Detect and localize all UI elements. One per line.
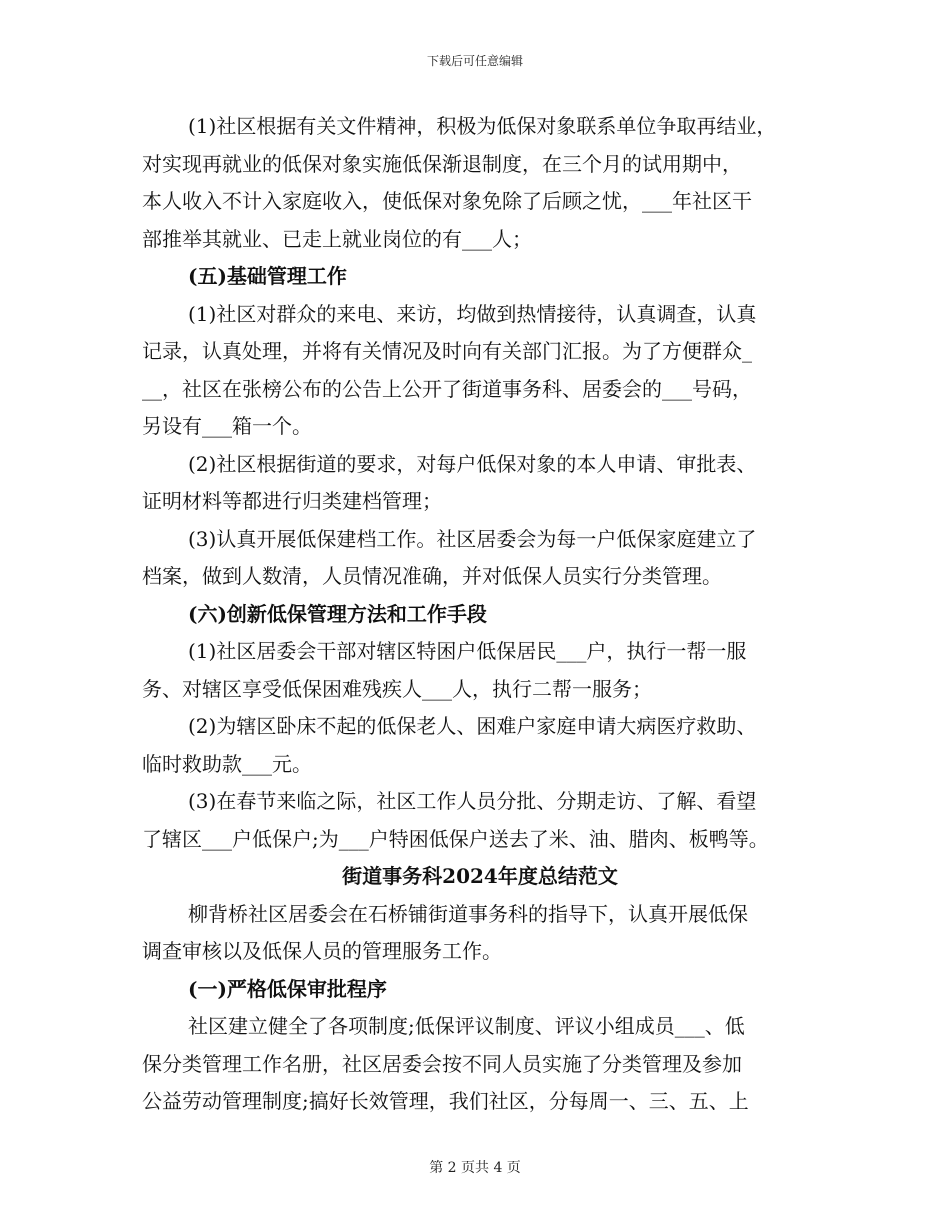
text-line: (3)在春节来临之际，社区工作人员分批、分期走访、了解、看望 <box>188 789 757 813</box>
text-line: 记录，认真处理，并将有关情况及时向有关部门汇报。为了方便群众_ <box>142 339 752 363</box>
text-line: (1)社区根据有关文件精神，积极为低保对象联系单位争取再结业， <box>188 114 777 138</box>
section-heading: (一)严格低保审批程序 <box>188 976 387 1001</box>
text-line: 档案，做到人数清，人员情况准确，并对低保人员实行分类管理。 <box>142 564 722 588</box>
text-line: 公益劳动管理制度;搞好长效管理，我们社区，分每周一、三、五、上 <box>142 1089 749 1113</box>
article-title: 街道事务科2024年度总结范文 <box>342 864 618 888</box>
text-line: 了辖区___户低保户;为___户特困低保户送去了米、油、腊肉、板鸭等。 <box>142 826 769 851</box>
text-line: (1)社区居委会干部对辖区特困户低保居民___户，执行一帮一服 <box>188 639 747 663</box>
text-line: 务、对辖区享受低保困难残疾人___人，执行二帮一服务； <box>142 676 652 701</box>
text-line: 证明材料等都进行归类建档管理； <box>142 489 442 513</box>
text-line: 临时救助款___元。 <box>142 751 312 776</box>
text-line: (1)社区对群众的来电、来访，均做到热情接待，认真调查，认真 <box>188 301 757 326</box>
text-line: 另设有___箱一个。 <box>142 414 312 438</box>
text-line: 对实现再就业的低保对象实施低保渐退制度，在三个月的试用期中， <box>142 151 742 176</box>
text-line: (2)社区根据街道的要求，对每户低保对象的本人申请、审批表、 <box>188 451 757 476</box>
text-line: 本人收入不计入家庭收入，使低保对象免除了后顾之忧，___年社区干 <box>142 189 752 213</box>
section-heading: (六)创新低保管理方法和工作手段 <box>188 601 487 626</box>
page-footer: 第 2 页共 4 页 <box>429 1160 521 1176</box>
text-line: (3)认真开展低保建档工作。社区居委会为每一户低保家庭建立了 <box>188 526 757 551</box>
section-heading: (五)基础管理工作 <box>188 264 347 288</box>
text-line: 社区建立健全了各项制度;低保评议制度、评议小组成员___、低 <box>188 1014 745 1038</box>
text-line: (2)为辖区卧床不起的低保老人、困难户家庭申请大病医疗救助、 <box>188 714 757 738</box>
text-line: 部推举其就业、已走上就业岗位的有___人； <box>142 226 532 251</box>
text-line: __，社区在张榜公布的公告上公开了街道事务科、居委会的___号码， <box>142 376 752 401</box>
text-line: 保分类管理工作名册，社区居委会按不同人员实施了分类管理及参加 <box>142 1051 742 1076</box>
text-line: 柳背桥社区居委会在石桥铺街道事务科的指导下，认真开展低保 <box>188 901 748 926</box>
page-header: 下载后可任意编辑 <box>426 54 523 68</box>
document-body <box>142 110 818 1123</box>
text-line: 调查审核以及低保人员的管理服务工作。 <box>142 939 502 963</box>
